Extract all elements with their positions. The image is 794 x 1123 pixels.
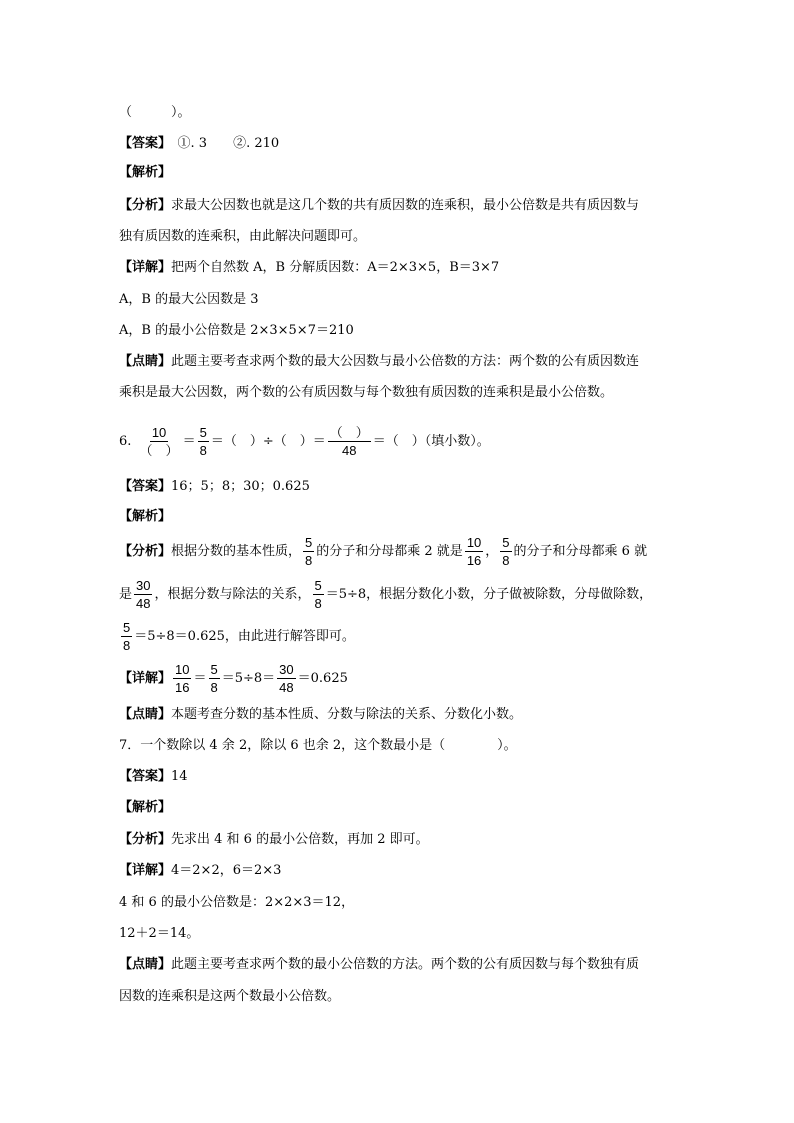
q5-dianjing-line2: 乘积是最大公因数，两个数的公有质因数与每个数独有质因数的连乘积是最小公倍数。 [119,385,614,400]
fraction-5-8: $\frac{5}{8}$ [502,535,510,568]
q7-fenxi: 【分析】先求出 4 和 6 的最小公倍数，再加 2 即可。 [119,832,429,847]
fraction-5-8: $\frac{5}{8}$ [123,620,131,653]
q7-xiangjie-line1: 【详解】4＝2×2，6＝2×3 [119,863,282,878]
q5-answer: 【答案】 ①. 3 ②. 210 [119,136,280,151]
fraction-30-48: $\frac{30}{48}$ [136,578,151,611]
q5-fenxi-line2: 独有质因数的连乘积，由此解决问题即可。 [119,229,367,244]
q6-answer: 【答案】16；5；8；30；0.625 [119,479,310,494]
fraction-10-blank: $\frac{10}{( )}$ [139,425,179,458]
fraction-30-48: $\frac{30}{48}$ [279,662,294,695]
q6-jiexi-heading: 【解析】 [119,509,172,524]
q5-dianjing-line1: 【点睛】此题主要考查求两个数的最大公因数与最小公倍数的方法：两个数的公有质因数连 [119,354,640,369]
q7-jiexi-heading: 【解析】 [119,800,172,815]
q7-answer: 【答案】14 [119,769,188,784]
q7-xiangjie-line3: 12＋2＝14。 [119,926,200,941]
fraction-10-16: $\frac{10}{16}$ [175,662,190,695]
fraction-5-8: $\frac{5}{8}$ [314,578,322,611]
q5-xiangjie-line3: A，B 的最小公倍数是 2×3×5×7＝210 [119,323,354,338]
q6-fenxi-line1: 【分析】根据分数的基本性质， $\frac{5}{8}$ 的分子和分母都乘 2 就是 $\frac{10}{16}$ ， $\frac{5}{8}$ 的分子和分母都乘 6 就 [119,535,648,568]
q6-fenxi-line3: $\frac{5}{8}$ ＝5÷8＝0.625，由此进行解答即可。 [123,620,355,653]
q6-question: 6. $\frac{10}{( )}$ ＝ $\frac{5}{8}$ ＝（ ）÷（ ）＝ $\frac{( )}{48}$ ＝（ ）（填小数）。 [119,425,490,458]
fraction-blank-48: $\frac{( )}{48}$ [329,425,369,458]
q7-question: 7．一个数除以 4 余 2，除以 6 也余 2，这个数最小是（ ）。 [119,738,517,753]
q6-dianjing: 【点睛】本题考查分数的基本性质、分数与除法的关系、分数化小数。 [119,707,523,722]
fraction-5-8: $\frac{5}{8}$ [210,662,218,695]
fraction-10-16: $\frac{10}{16}$ [466,535,482,568]
q7-xiangjie-line2: 4 和 6 的最小公倍数是：2×2×3＝12， [119,895,355,910]
q5-tail: （ ）。 [119,105,191,120]
q6-xiangjie: 【详解】 $\frac{10}{16}$ ＝ $\frac{5}{8}$ ＝5÷8＝ $\frac{30}{48}$ ＝0.625 [119,662,348,695]
q5-fenxi-line1: 【分析】求最大公因数也就是这几个数的共有质因数的连乘积，最小公倍数是共有质因数与 [119,198,640,213]
fraction-5-8: $\frac{5}{8}$ [305,535,313,568]
q5-jiexi-heading: 【解析】 [119,165,172,180]
fraction-5-8: $\frac{5}{8}$ [199,425,207,458]
q6-fenxi-line2: 是 $\frac{30}{48}$ ，根据分数与除法的关系， $\frac{5}{8}$ ＝5÷8，根据分数化小数，分子做被除数，分母做除数， [119,578,653,611]
q7-dianjing-line2: 因数的连乘积是这两个数最小公倍数。 [119,989,341,1004]
q5-xiangjie-line1: 【详解】把两个自然数 A，B 分解质因数：A＝2×3×5，B＝3×7 [119,260,500,275]
q7-dianjing-line1: 【点睛】此题主要考查求两个数的最小公倍数的方法。两个数的公有质因数与每个数独有质 [119,957,640,972]
q5-xiangjie-line2: A，B 的最大公因数是 3 [119,292,259,307]
